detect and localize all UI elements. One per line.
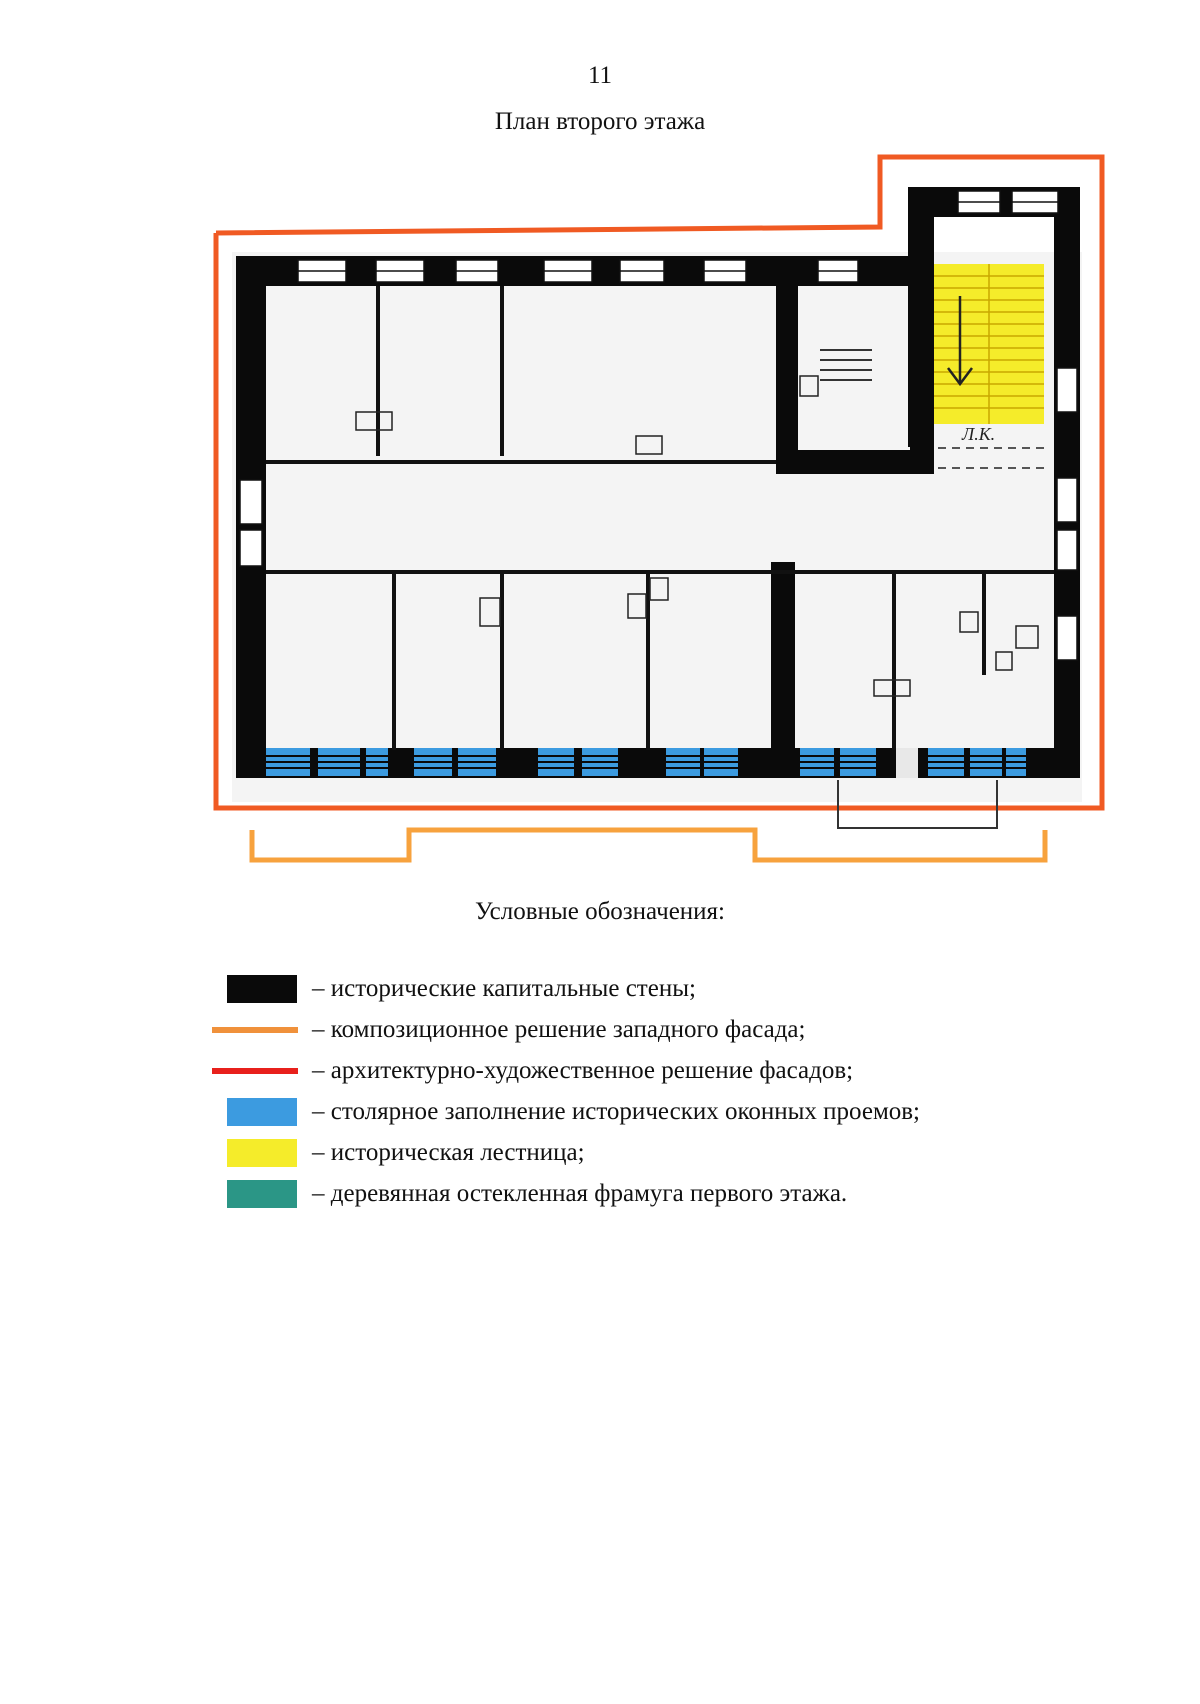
legend-swatch-walls xyxy=(227,975,297,1003)
legend-swatch-windows xyxy=(227,1098,297,1126)
historic-staircase xyxy=(934,264,1044,424)
legend-swatch-stairs xyxy=(227,1139,297,1167)
legend-text-windows: – столярное заполнение исторических оконных проемов; xyxy=(312,1097,921,1125)
legend-item-facades xyxy=(226,1050,1126,1091)
legend-title: Условные обозначения: xyxy=(474,898,726,925)
legend-swatch-transom xyxy=(227,1180,297,1208)
page-number: 11 xyxy=(587,62,613,89)
legend xyxy=(226,968,1126,1214)
legend-item-windows xyxy=(226,1091,1126,1132)
legend-item-west-facade xyxy=(226,1009,1126,1050)
legend-text-walls: – исторические капитальные стены; xyxy=(312,974,696,1002)
legend-text-stairs: – историческая лестница; xyxy=(312,1138,585,1166)
legend-swatch-west-facade xyxy=(212,1027,298,1033)
legend-text-west-facade: – композиционное решение западного фасада; xyxy=(312,1015,806,1043)
west-facade-bracket xyxy=(252,830,1045,860)
wall-stair-room-right xyxy=(910,280,934,474)
legend-item-transom xyxy=(226,1173,1126,1214)
legend-item-walls xyxy=(226,968,1126,1009)
plan-title: План второго этажа xyxy=(494,108,706,135)
legend-text-transom: – деревянная остекленная фрамуга первого этажа. xyxy=(312,1179,848,1207)
legend-text-facades: – архитектурно-художественное решение фасадов; xyxy=(312,1056,854,1084)
stair-label: Л.К. xyxy=(962,424,996,444)
wall-stair-room-left xyxy=(776,280,798,472)
legend-swatch-facades xyxy=(212,1068,298,1074)
legend-item-stairs xyxy=(226,1132,1126,1173)
wall-lower-partition xyxy=(771,562,795,762)
entrance-gap xyxy=(896,748,918,778)
